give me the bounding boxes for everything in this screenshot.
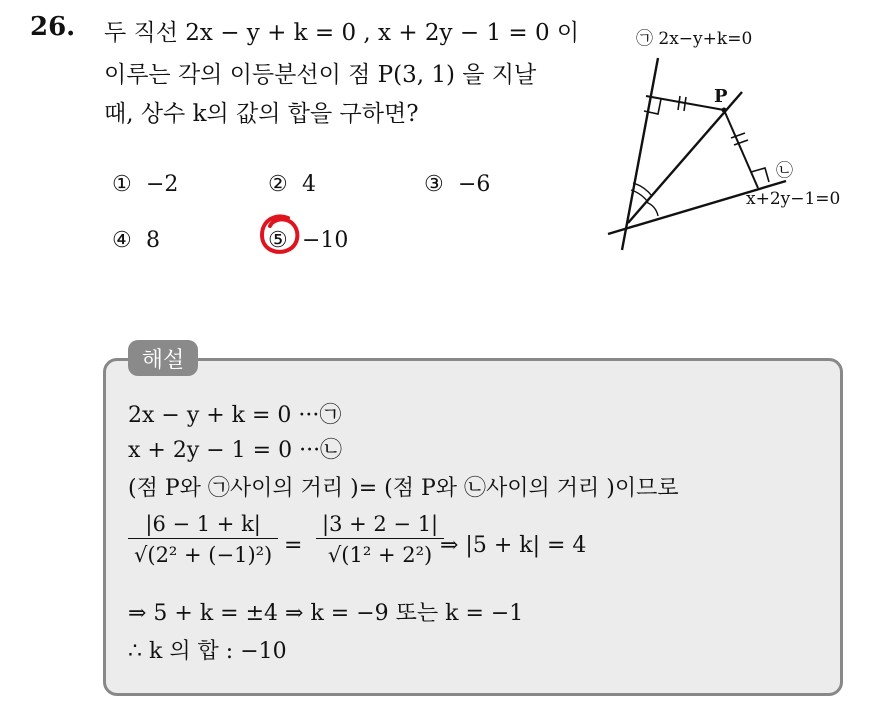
- solution-line-2: x + 2y − 1 = 0 ···㉡: [128, 438, 343, 463]
- fraction-1: [128, 512, 278, 567]
- perpendicular-2: [724, 110, 758, 188]
- solution-conclusion: ∴ k 의 합 : −10: [128, 639, 287, 664]
- choice-2[interactable]: [268, 172, 316, 197]
- fraction-equals: =: [284, 533, 303, 558]
- choice-4-value: 8: [146, 228, 160, 253]
- choice-4-mark: ④: [112, 228, 132, 253]
- fraction-2: [316, 512, 444, 567]
- choice-2-mark: ②: [268, 172, 288, 197]
- question-line-3: 때, 상수 k의 값의 합을 구하면?: [104, 101, 419, 127]
- solution-tag: 해설: [128, 340, 198, 376]
- question-number: 26.: [30, 12, 76, 42]
- choice-3[interactable]: [424, 172, 490, 197]
- fraction-1-denominator: √(2² + (−1)²): [134, 543, 273, 567]
- choice-5-mark: ⑤: [268, 228, 288, 253]
- solution-result-1: ⇒ |5 + k| = 4: [440, 533, 587, 558]
- choice-1-mark: ①: [112, 172, 132, 197]
- line-1-label: ㉠ 2x−y+k=0: [636, 29, 753, 49]
- fraction-2-denominator: √(1² + 2²): [327, 543, 433, 567]
- choice-2-value: 4: [302, 172, 316, 197]
- line-2-marker: ㉡: [776, 161, 793, 181]
- line-2-label: x+2y−1=0: [746, 189, 841, 209]
- choice-4[interactable]: [112, 228, 160, 253]
- fraction-2-numerator: |3 + 2 − 1|: [316, 512, 444, 539]
- solution-line-3: (점 P와 ㉠사이의 거리 )= (점 P와 ㉡사이의 거리 )이므로: [128, 476, 679, 501]
- question-line-1: 두 직선 2x − y + k = 0 , x + 2y − 1 = 0 이: [104, 20, 580, 46]
- choice-5-value: −10: [302, 228, 349, 253]
- choice-1[interactable]: [112, 172, 178, 197]
- choice-3-mark: ③: [424, 172, 444, 197]
- question-line-2: 이루는 각의 이등분선이 점 P(3, 1) 을 지날: [104, 62, 537, 88]
- solution-line-after: ⇒ 5 + k = ±4 ⇒ k = −9 또는 k = −1: [128, 601, 524, 626]
- solution-line-1: 2x − y + k = 0 ···㉠: [128, 403, 342, 428]
- angle-bisector-figure: [600, 18, 870, 258]
- fraction-1-numerator: |6 − 1 + k|: [128, 512, 278, 539]
- answer-circle-mark: [258, 212, 302, 258]
- right-angle-mark-1: [644, 99, 661, 114]
- point-p-label: P: [714, 86, 728, 107]
- choice-3-value: −6: [458, 172, 491, 197]
- choice-1-value: −2: [146, 172, 179, 197]
